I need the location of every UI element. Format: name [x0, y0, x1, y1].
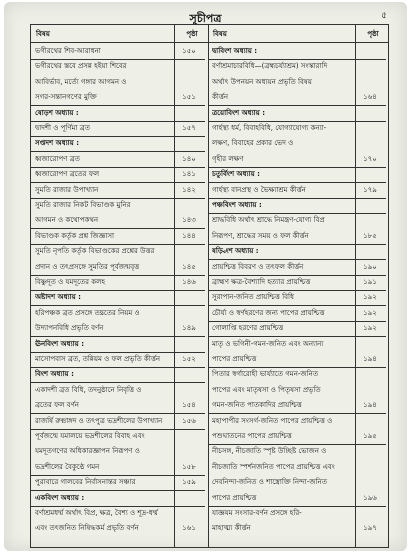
center-divider [208, 25, 209, 547]
entry-text: ধ্বজারোপণ ব্রতের ফল [35, 170, 100, 179]
entry-text: ঊনবিংশ অধ্যায় : [35, 339, 85, 348]
entry-text: পাপের এবং মাতৃষসা ও পিতৃষসা প্রভৃতি [212, 385, 321, 394]
contents-entry [212, 308, 386, 319]
entry-text: অর্থাৎ উপনয়ন অধ্যয়ন প্রভৃতি বিষয় [212, 77, 312, 86]
row-rule [31, 244, 205, 245]
section-heading [35, 493, 205, 504]
entry-page-number: ১৯২ [363, 293, 377, 302]
section-heading [35, 369, 205, 380]
entry-text: গমন-জনিত পাতকাদির প্রায়শ্চিত্ত [212, 401, 302, 410]
entry-text: সুমতি নৃপতি কর্তৃক বিভাণ্ডকের প্রশ্নের উত্তর [35, 247, 155, 256]
entry-text: হরিপঞ্চক ব্রত প্রসঙ্গে তদ্ব্রতের নিয়ম ও [35, 308, 140, 317]
row-rule [31, 413, 205, 414]
entry-text: নীচসঙ্গ, নীচজাতি স্পৃষ্ট উচ্ছিষ্ট ভোজন ও [212, 447, 327, 456]
row-rule [31, 121, 205, 122]
entry-text: ভগীরথের স্তবে প্রসন্ন হইয়া শিবের [35, 62, 127, 71]
row-rule [208, 336, 386, 337]
contents-entry [212, 431, 386, 442]
row-rule [208, 182, 386, 183]
contents-entry [35, 523, 205, 534]
row-rule [208, 444, 386, 445]
entry-page-number: ১৭০ [363, 154, 377, 163]
row-rule [208, 506, 386, 507]
contents-entry [35, 215, 205, 226]
entry-text: কীর্ত্তন [212, 93, 229, 102]
contents-entry [35, 416, 205, 427]
entry-page-number [173, 77, 205, 88]
entry-page-number: ১৯০ [363, 262, 377, 271]
contents-entry [212, 185, 386, 196]
entry-page-number: ১৮৫ [363, 231, 377, 240]
contents-entry [35, 323, 205, 334]
contents-entry [212, 339, 386, 350]
entry-text: পূর্বজন্মে যমালয়ে ভদ্রশীলের বিবাহ এবং [35, 432, 145, 440]
entry-page-number [354, 462, 386, 473]
entry-page-number: ১৫৮ [182, 462, 196, 471]
contents-entry [212, 292, 386, 303]
row-rule [31, 151, 205, 152]
entry-page-number [354, 123, 386, 134]
row-rule [208, 413, 386, 414]
entry-page-number [354, 416, 386, 427]
entry-page-number [354, 385, 386, 396]
entry-page-number [173, 385, 205, 396]
contents-entry [212, 493, 386, 504]
entry-page-number: ১৬৪ [363, 93, 377, 102]
entry-page-number [173, 369, 205, 380]
contents-entry [212, 61, 386, 72]
contents-entry [35, 462, 205, 473]
row-rule [208, 198, 386, 199]
entry-text: একাদশী ব্রত বিধি, তদনুষ্ঠানে নিবৃত্তি ও [35, 385, 142, 394]
contents-entry [35, 400, 205, 411]
entry-page-number: ১৫২ [182, 355, 196, 363]
row-rule [208, 121, 386, 122]
contents-entry [35, 231, 205, 242]
entry-page-number: ১৭৯ [363, 185, 377, 194]
entry-page-number: ১৪৩ [182, 216, 196, 225]
entry-text: আগমন ও কথোপকথন [35, 216, 99, 225]
row-rule [31, 382, 205, 383]
contents-entry [212, 231, 386, 242]
entry-page-number: ১৪০ [182, 154, 196, 163]
entry-page-number: ১৪৬ [182, 278, 196, 286]
row-rule [208, 105, 386, 106]
row-rule [31, 228, 205, 229]
contents-entry [35, 169, 205, 180]
row-rule [31, 475, 205, 476]
entry-page-number [354, 477, 386, 488]
contents-entry [35, 92, 205, 103]
entry-text: বিভাণ্ডক কর্তৃক প্রশ্ন জিজ্ঞাসা [35, 231, 114, 240]
entry-page-number [354, 246, 386, 257]
entry-text: মাতৃ ও ভগিনী-গমন-জনিত এবং অন্যান্য [212, 339, 324, 348]
entry-page-number [173, 61, 205, 72]
row-rule [31, 429, 205, 430]
entry-text: সপ্তদশ অধ্যায় : [35, 139, 80, 148]
entry-page-number [354, 369, 386, 380]
row-rule [208, 213, 386, 214]
entry-text: এবং তৎজনিত নিষিদ্ধকর্ম প্রভৃতি বর্ণন [35, 524, 139, 533]
contents-entry [212, 523, 386, 534]
entry-page-number [173, 493, 205, 504]
contents-entry [212, 400, 386, 411]
entry-text: গোলাপ্তি হরণের প্রায়শ্চিত্ত [212, 324, 284, 333]
entry-text: চৌর্য্য ও স্বর্ণহরণের জন্য পাপের প্রায়শ্চিত্ত [212, 308, 325, 317]
row-rule [31, 290, 205, 291]
entry-text: পুরাবারে গালবের নির্বাসনান্তর সঞ্চার [35, 478, 136, 487]
row-rule [31, 506, 205, 507]
entry-text: পশুঘাতনের পাপের প্রায়শ্চিত্ত [212, 432, 292, 440]
entry-page-number [173, 446, 205, 457]
entry-text: গৃহীর লক্ষণ [212, 154, 244, 163]
entry-text: উদ্যাপনবিধি প্রভৃতি বর্ণন [35, 324, 104, 333]
contents-entry [212, 262, 386, 273]
row-rule [31, 182, 205, 183]
entry-text: যমদূতগণের অধিকারজ্ঞাপন নিরূপণ ও [35, 447, 140, 456]
entry-text: রাজর্ষি রুক্মাঙ্গদ ও তৎপুত্র ভদ্রশীলের উপাখ্যান [35, 416, 163, 425]
entry-text: যাজ্ঞযম সংসার-বর্ণন প্রসঙ্গে হরি- [212, 509, 302, 517]
section-heading [35, 339, 205, 350]
entry-page-number [173, 138, 205, 149]
row-rule [208, 367, 386, 368]
contents-entry [212, 462, 386, 473]
entry-text: সুমতি রাজার নিকট বিভাণ্ডক মুনির [35, 201, 131, 209]
contents-entry [35, 185, 205, 196]
contents-entry [212, 92, 386, 103]
section-heading [35, 108, 205, 119]
contents-entry [212, 508, 386, 519]
entry-text: প্রায়শ্চিত্ত বিবরণ ও তৎফল কীর্ত্তন [212, 262, 304, 271]
entry-page-number: ১৯৭ [363, 524, 377, 533]
entry-text: ভদ্রশীলের বৈকুণ্ঠে গমন [35, 462, 100, 471]
row-rule [208, 290, 386, 291]
row-rule [31, 275, 205, 276]
entry-page-number [354, 508, 386, 519]
contents-entry [35, 46, 205, 57]
entry-page-number: ১৯৫ [363, 432, 377, 440]
entry-text: সুমতি রাজার উপাখ্যান [35, 185, 99, 194]
entry-page-number [173, 508, 205, 519]
row-rule [31, 336, 205, 337]
contents-entry [35, 277, 205, 288]
entry-page-number [354, 138, 386, 149]
entry-text: ষোড়শ অধ্যায় : [35, 108, 79, 117]
entry-text: ধ্বজারোপণ ব্রত [35, 154, 80, 163]
row-rule [31, 305, 205, 306]
entry-text: নিরূপণ, শ্রাদ্ধের সময় ও ফল কীর্ত্তন [212, 231, 309, 240]
entry-page-number: ১৪২ [182, 185, 196, 194]
entry-page-number [354, 446, 386, 457]
entry-text: গার্হস্থ্য ধর্ম, বিবাহবিধি, যোগ্যাযোগ্য কন্যা- [212, 124, 327, 132]
entry-text: ত্রয়োবিংশ অধ্যায় : [212, 108, 266, 117]
contents-entry [35, 246, 205, 257]
entry-page-number [354, 169, 386, 180]
contents-entry [35, 61, 205, 72]
entry-text: একবিংশ অধ্যায় : [35, 493, 85, 502]
entry-text: ষড়্বিংশ অধ্যায় : [212, 247, 259, 256]
contents-entry [35, 354, 205, 365]
page-title: সূচীপত্র [189, 12, 222, 25]
contents-entry [35, 123, 205, 134]
left-page-header: পৃষ্ঠা [186, 30, 198, 38]
entry-text: মাসোপবাস ব্রত, তন্নিয়ম ও ফল প্রভৃতি কীর্ত্তন [35, 355, 161, 363]
row-rule [208, 275, 386, 276]
entry-text: দ্বাদশী ও পূর্ণিমা ব্রত [35, 124, 90, 132]
entry-text: গার্হস্থ্য বানপ্রস্থ ও ভৈক্ষ্যাশ্রম কীর্ত্তন [212, 185, 306, 194]
entry-text: ব্রাহ্মণ ক্ষত্র-বৈশ্যাদি হত্যার প্রায়শ্চিত্ত [212, 278, 311, 286]
section-heading [212, 46, 386, 57]
entry-text: সুরাপান-জনিত প্রায়শ্চিত্ত বিধি [212, 293, 294, 302]
row-rule [208, 321, 386, 322]
page-number: ৫ [381, 11, 387, 21]
contents-entry [35, 200, 205, 211]
entry-page-number: ১৪৪ [182, 231, 196, 240]
entry-text: পিতার স্বর্গারোহী ভার্য্যাতে গমন-জনিত [212, 370, 319, 379]
contents-entry [35, 477, 205, 488]
entry-text: সগর-সন্তানগণের মুক্তি [35, 93, 97, 102]
entry-text: নীচজাতি স্পর্শনজনিত পাপের প্রায়শ্চিত্ত এবং [212, 462, 335, 471]
entry-page-number: ১৪৫ [182, 262, 196, 271]
contents-entry [212, 477, 386, 488]
entry-text: ভগীরথের শিব-আরাধনা [35, 47, 101, 55]
entry-text: দ্বাবিংশ অধ্যায় : [212, 47, 258, 55]
contents-entry [35, 77, 205, 88]
contents-entry [212, 215, 386, 226]
entry-page-number [173, 246, 205, 257]
entry-page-number: ১৫৬ [182, 416, 196, 425]
entry-text: প্রদান ও তৎপ্রসঙ্গে সুমতির পূর্বজন্মবৃত্ত [35, 262, 140, 271]
entry-page-number: ১৫৯ [182, 478, 196, 487]
header-rule [31, 42, 388, 43]
section-heading [35, 292, 205, 303]
contents-entry [35, 508, 205, 519]
contents-entry [212, 277, 386, 288]
entry-page-number [354, 77, 386, 88]
section-heading [212, 200, 386, 211]
left-subject-header: বিষয় [36, 30, 50, 38]
contents-entry [212, 138, 386, 149]
entry-page-number [354, 61, 386, 72]
entry-text: চতুর্বিংশ অধ্যায় : [212, 170, 260, 179]
contents-entry [212, 369, 386, 380]
contents-entry [212, 354, 386, 365]
entry-text: বিষ্ণুদূত ও যমদূতের কলহ [35, 278, 106, 286]
contents-entry [212, 323, 386, 334]
entry-text: শ্রাদ্ধবিধি অর্থাৎ শ্রাদ্ধে নিমন্ত্রণ-যোগ্য বিপ্র [212, 216, 325, 225]
entry-text: বিংশ অধ্যায় : [35, 370, 74, 379]
entry-text: মাহাত্ম্য কীর্ত্তন [212, 524, 251, 533]
entry-text: পাপের প্রায়শ্চিত্ত [212, 355, 257, 363]
contents-entry [35, 385, 205, 396]
section-heading [212, 246, 386, 257]
entry-text: দেবনিন্দা-জনিত ও শাস্ত্রোক্তি নিন্দা-জনিত [212, 478, 327, 487]
row-rule [208, 259, 386, 260]
contents-entry [35, 262, 205, 273]
entry-page-number: ১৯৬ [363, 493, 377, 502]
entry-page-number [354, 339, 386, 350]
entry-text: বর্ণাশ্রমধর্ম্ম অর্থাৎ বিপ্র, ক্ষত্র, বৈশ্য ও শূদ্র-ধর্ম্ম [35, 509, 158, 517]
contents-entry [212, 416, 386, 427]
contents-entry [212, 154, 386, 165]
entry-page-number [354, 46, 386, 57]
entry-page-number: ১৫৪ [182, 401, 196, 410]
entry-text: বর্ণাশ্রমাচারবিধি—(ব্রহ্মচর্য্যাশ্রম) সংস্কারাদি [212, 62, 328, 71]
row-rule [208, 244, 386, 245]
contents-entry [35, 431, 205, 442]
entry-page-number [354, 108, 386, 119]
contents-entry [212, 446, 386, 457]
entry-page-number: ১৫০ [182, 47, 196, 55]
row-rule [31, 167, 205, 168]
entry-page-number: ১৯২ [363, 324, 377, 333]
entry-page-number: ১৫৭ [182, 124, 196, 132]
entry-page-number [173, 339, 205, 350]
contents-entry [212, 123, 386, 134]
contents-entry [35, 308, 205, 319]
book-page [4, 2, 407, 551]
entry-text: মহাপাপীর সংসর্গ-জনিত পাপের প্রায়শ্চিত্ত ও [212, 416, 333, 425]
row-rule [31, 198, 205, 199]
right-subject-header: বিষয় [213, 30, 227, 38]
entry-page-number [354, 215, 386, 226]
entry-page-number: ১৯১ [363, 278, 377, 286]
entry-text: ব্রতের ফল বর্ণন [35, 401, 79, 410]
entry-page-number: ১৯২ [363, 308, 377, 317]
entry-page-number [173, 308, 205, 319]
section-heading [35, 138, 205, 149]
contents-entry [212, 385, 386, 396]
entry-page-number: ১৯৪ [363, 401, 377, 410]
entry-page-number: ১৪১ [182, 170, 196, 179]
row-rule [31, 105, 205, 106]
entry-page-number [173, 200, 205, 211]
entry-text: অষ্টাদশ অধ্যায় : [35, 293, 81, 302]
entry-page-number: ১৯৪ [363, 355, 377, 363]
contents-table [30, 24, 389, 548]
row-rule [31, 59, 205, 60]
entry-text: পঞ্চবিংশ অধ্যায় : [212, 201, 262, 209]
row-rule [31, 490, 205, 491]
entry-page-number [354, 200, 386, 211]
contents-entry [35, 154, 205, 165]
row-rule [208, 59, 386, 60]
row-rule [31, 352, 205, 353]
entry-text: লক্ষণ, বিবাহের প্রকার ভেদ ও [212, 139, 294, 148]
right-page-header: পৃষ্ঠা [367, 30, 379, 38]
entry-page-number [173, 292, 205, 303]
row-rule [208, 167, 386, 168]
entry-text: পাপের প্রায়শ্চিত্ত [212, 493, 257, 502]
row-rule [208, 305, 386, 306]
section-heading [212, 169, 386, 180]
contents-entry [35, 446, 205, 457]
entry-text: আবির্ভাব, মর্ত্যে গঙ্গার আগমন ও [35, 77, 127, 86]
contents-entry [212, 77, 386, 88]
row-rule [31, 367, 205, 368]
section-heading [212, 108, 386, 119]
entry-page-number: ১৫১ [182, 93, 196, 102]
entry-page-number: ১৪৯ [182, 324, 196, 333]
entry-page-number [173, 431, 205, 442]
row-rule [31, 136, 205, 137]
entry-page-number: ১৬১ [182, 524, 196, 533]
entry-page-number [173, 108, 205, 119]
